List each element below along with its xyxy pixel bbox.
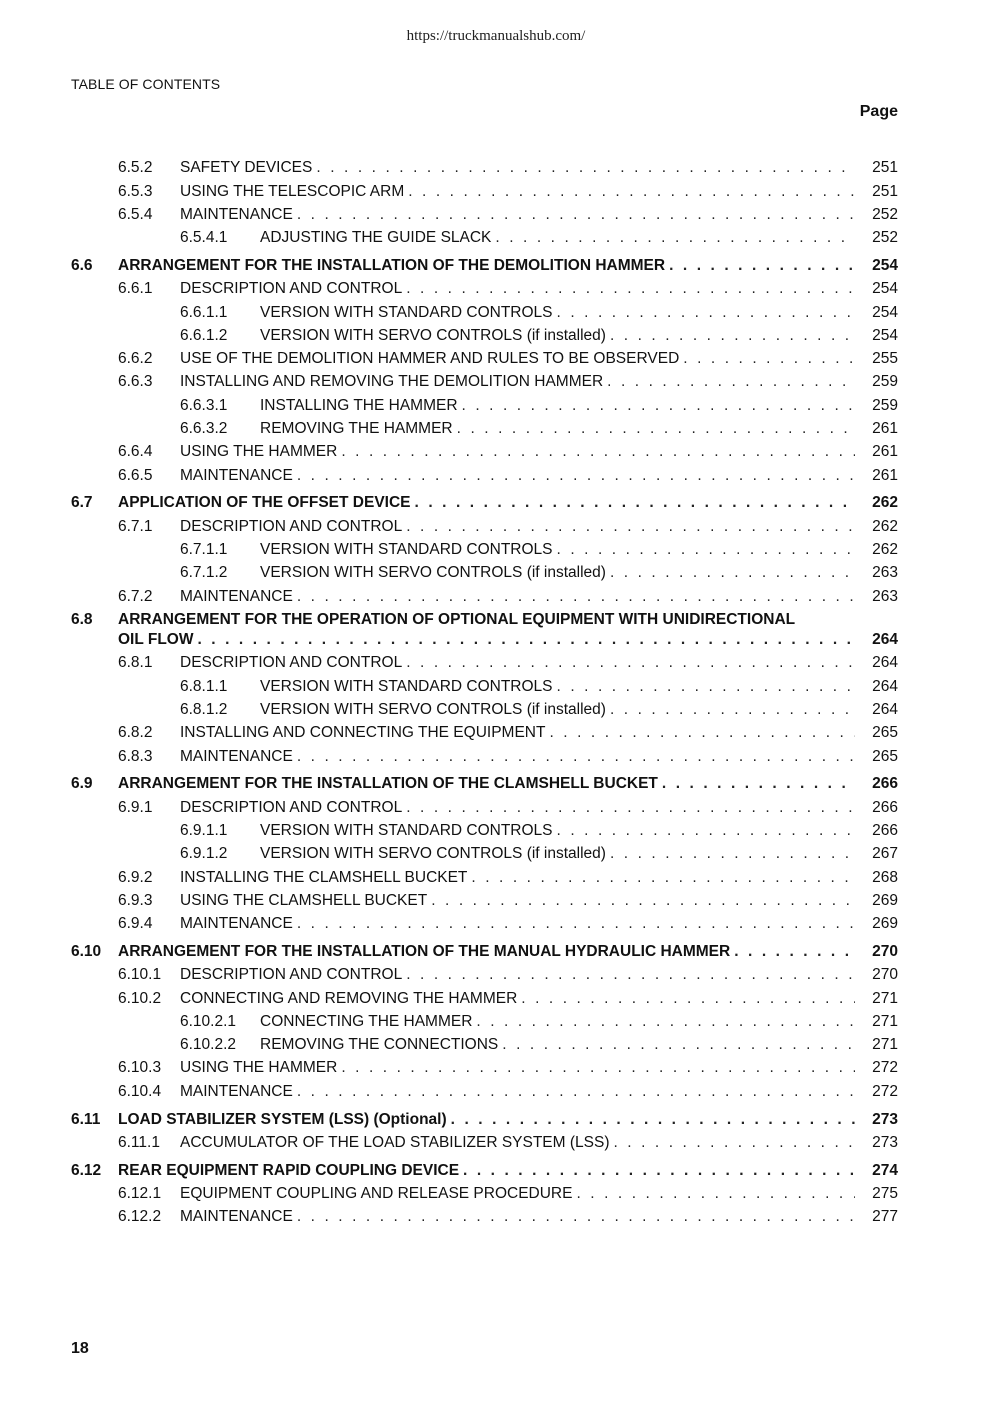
toc-entry-number: 6.7.1: [118, 517, 153, 535]
toc-entry-number: 6.6.3: [118, 373, 153, 391]
dot-leader: [431, 891, 855, 910]
toc-entry-page: 262: [872, 517, 898, 535]
toc-entry[interactable]: [71, 742, 898, 765]
toc-entry-number: 6.9.2: [118, 868, 153, 886]
toc-entry-title-continued: OIL FLOW: [118, 631, 194, 649]
toc-entry[interactable]: [71, 252, 898, 275]
toc-entry-title: ARRANGEMENT FOR THE INSTALLATION OF THE MANUAL HYDRAULIC HAMMER: [118, 943, 731, 960]
toc-entry[interactable]: [71, 154, 898, 177]
toc-entry-number: 6.10.2: [118, 989, 162, 1007]
dot-leader: [610, 563, 855, 582]
toc-entry[interactable]: [71, 438, 898, 461]
toc-entry[interactable]: [71, 938, 898, 961]
toc-entry-number: 6.9.4: [118, 915, 153, 933]
toc-entry-number: 6.9.1.1: [180, 822, 228, 840]
dot-leader: [297, 1082, 855, 1101]
dot-leader: [576, 1184, 855, 1203]
toc-entry-number: 6.10: [71, 943, 102, 960]
toc-entry-title: DESCRIPTION AND CONTROL: [180, 966, 403, 984]
toc-entry-title: VERSION WITH STANDARD CONTROLS: [260, 303, 553, 321]
dot-leader: [557, 540, 855, 559]
toc-entry-number: 6.12.2: [118, 1208, 162, 1226]
toc-entry-title: VERSION WITH STANDARD CONTROLS: [260, 541, 553, 559]
toc-entry-page: 264: [872, 677, 898, 695]
dot-leader: [502, 1035, 855, 1054]
dot-leader: [549, 723, 855, 742]
toc-entry-title: VERSION WITH STANDARD CONTROLS: [260, 822, 553, 840]
toc-entry-number: 6.9.1.2: [180, 845, 228, 863]
toc-entry-title: USING THE HAMMER: [180, 1059, 338, 1077]
toc-entry-title: USE OF THE DEMOLITION HAMMER AND RULES TO BE OBSERVED: [180, 350, 680, 368]
page-column-label: Page: [859, 103, 898, 120]
toc-entry-number: 6.8.1.2: [180, 701, 228, 719]
toc-entry-page: 266: [872, 798, 898, 816]
toc-entry-page: 254: [872, 280, 898, 298]
toc-entry-page: 262: [872, 541, 898, 559]
toc-entry-number: 6.8.3: [118, 747, 153, 765]
toc-entry-number: 6.6.5: [118, 466, 153, 484]
toc-entry-title: MAINTENANCE: [180, 747, 293, 765]
toc-entry[interactable]: [71, 224, 898, 247]
toc-entry-number: 6.6.1: [118, 280, 153, 298]
toc-entry[interactable]: [71, 536, 898, 559]
dot-leader: [297, 466, 855, 485]
toc-entry-number: 6.6: [71, 256, 93, 274]
toc-entry[interactable]: [71, 793, 898, 816]
toc-entry[interactable]: [71, 1077, 898, 1100]
toc-entry[interactable]: [71, 696, 898, 719]
dot-leader: [197, 630, 855, 649]
toc-entry[interactable]: [71, 415, 898, 438]
toc-entry-title: MAINTENANCE: [180, 587, 293, 605]
toc-entry-title: ACCUMULATOR OF THE LOAD STABILIZER SYSTEM (LSS): [180, 1133, 610, 1151]
toc-entry-title: MAINTENANCE: [180, 915, 293, 933]
toc-entry[interactable]: [71, 910, 898, 933]
toc-entry-page: 265: [872, 747, 898, 765]
toc-entry-number: 6.7.2: [118, 587, 153, 605]
toc-entry-page: 267: [872, 845, 898, 863]
toc-entry-title: DESCRIPTION AND CONTROL: [180, 798, 403, 816]
toc-entry-number: 6.6.4: [118, 443, 153, 461]
toc-entry-title: MAINTENANCE: [180, 1082, 293, 1100]
toc-entry-title: CONNECTING THE HAMMER: [260, 1012, 473, 1030]
toc-entry[interactable]: [71, 1129, 898, 1152]
toc-entry-title: ARRANGEMENT FOR THE OPERATION OF OPTIONAL EQUIPMENT WITH UNIDIRECTIONAL: [118, 611, 796, 629]
toc-entry-number: 6.7.1.2: [180, 564, 228, 582]
toc-entry[interactable]: [71, 177, 898, 200]
toc-entry-number: 6.5.3: [118, 182, 153, 200]
dot-leader: [610, 844, 855, 863]
dot-leader: [683, 349, 855, 368]
toc-entry-number: 6.10.1: [118, 966, 162, 984]
source-url: https://truckmanualshub.com/: [406, 28, 586, 44]
toc-entry-page: 271: [872, 1012, 898, 1030]
toc-entry-page: 263: [872, 564, 898, 582]
toc-entry-number: 6.5.2: [118, 159, 153, 177]
toc-entry-page: 277: [872, 1208, 898, 1226]
toc-entry[interactable]: [71, 275, 898, 298]
toc-entry-page: 265: [872, 724, 898, 742]
toc-entry-title: ADJUSTING THE GUIDE SLACK: [260, 229, 492, 247]
toc-entry-number: 6.7: [71, 494, 93, 512]
toc-entry-number: 6.12.1: [118, 1184, 162, 1202]
toc-entry-page: 272: [872, 1082, 898, 1100]
toc-entry[interactable]: [71, 719, 898, 742]
dot-leader: [610, 700, 855, 719]
toc-entry-title: INSTALLING THE HAMMER: [260, 396, 458, 414]
toc-entry-page: 266: [872, 775, 898, 793]
toc-entry-title: ARRANGEMENT FOR THE INSTALLATION OF THE DEMOLITION HAMMER: [118, 256, 666, 274]
dot-leader: [557, 821, 855, 840]
toc-entry-number: 6.8.1: [118, 654, 153, 672]
toc-entry-title: DESCRIPTION AND CONTROL: [180, 654, 403, 672]
toc-entry[interactable]: [71, 1203, 898, 1226]
dot-leader: [462, 396, 855, 415]
toc-entry-page: 264: [872, 701, 898, 719]
dot-leader: [607, 372, 855, 391]
toc-entry-page: 252: [872, 229, 898, 247]
toc-entry-title: REAR EQUIPMENT RAPID COUPLING DEVICE: [118, 1161, 460, 1179]
toc-entry-number: 6.5.4: [118, 205, 153, 223]
toc-entry-page: 271: [872, 1036, 898, 1054]
toc-entry[interactable]: [71, 649, 898, 672]
toc-entry-title: REMOVING THE HAMMER: [260, 420, 453, 438]
toc-entry-page: 271: [872, 989, 898, 1007]
dot-leader: [406, 798, 855, 817]
toc-entry-page: 252: [872, 205, 898, 223]
toc-entry-page: 270: [872, 966, 898, 984]
toc-entry-number: 6.6.2: [118, 350, 153, 368]
toc-entry-number: 6.7.1.1: [180, 541, 228, 559]
dot-leader: [662, 774, 855, 793]
toc-entry-page: 261: [872, 420, 898, 438]
toc-entry-page: 251: [872, 182, 898, 200]
toc-entry[interactable]: [71, 1031, 898, 1054]
toc-entry[interactable]: [71, 961, 898, 984]
toc-entry-page: 269: [872, 915, 898, 933]
toc-entry[interactable]: [71, 322, 898, 345]
toc-entry-title: DESCRIPTION AND CONTROL: [180, 280, 403, 298]
toc-entry[interactable]: [71, 610, 898, 649]
toc-entry-page: 264: [872, 654, 898, 672]
dot-leader: [406, 653, 855, 672]
toc-entry[interactable]: [71, 489, 898, 512]
toc-entry-page: 259: [872, 373, 898, 391]
dot-leader: [341, 1058, 855, 1077]
toc-entry[interactable]: [71, 345, 898, 368]
toc-entry-page: 268: [872, 868, 898, 886]
toc-entry-title: MAINTENANCE: [180, 466, 293, 484]
page-number: 18: [71, 1340, 89, 1357]
dot-leader: [734, 942, 855, 961]
dot-leader: [297, 1207, 855, 1226]
toc-entry-title: LOAD STABILIZER SYSTEM (LSS) (Optional): [118, 1110, 447, 1128]
toc-entry-title: USING THE CLAMSHELL BUCKET: [180, 891, 428, 909]
toc-entry[interactable]: [71, 582, 898, 605]
dot-leader: [297, 747, 855, 766]
toc-entry-page: 262: [872, 494, 898, 512]
toc-entry[interactable]: [71, 461, 898, 484]
toc-entry-page: 269: [872, 891, 898, 909]
dot-leader: [297, 587, 855, 606]
toc-entry-title: USING THE TELESCOPIC ARM: [180, 182, 405, 200]
dot-leader: [463, 1161, 855, 1180]
toc-entry-page: 261: [872, 466, 898, 484]
toc-entry[interactable]: [71, 391, 898, 414]
toc-entry-number: 6.6.3.2: [180, 420, 228, 438]
toc-entry[interactable]: [71, 817, 898, 840]
toc-entry[interactable]: [71, 887, 898, 910]
toc-entry-number: 6.6.3.1: [180, 396, 228, 414]
toc-entry-title: INSTALLING AND CONNECTING THE EQUIPMENT: [180, 724, 546, 742]
toc-entry-page: 251: [872, 159, 898, 177]
toc-entry[interactable]: [71, 559, 898, 582]
toc-entry[interactable]: [71, 298, 898, 321]
toc-entry-page: 261: [872, 443, 898, 461]
toc-entry-number: 6.5.4.1: [180, 229, 228, 247]
toc-entry-page: 273: [872, 1133, 898, 1151]
toc-entry-page: 264: [872, 631, 898, 649]
toc-entry-number: 6.10.2.2: [180, 1036, 237, 1054]
dot-leader: [557, 677, 855, 696]
toc-entry-number: 6.9: [71, 775, 93, 793]
dot-leader: [297, 914, 855, 933]
toc-entry[interactable]: [71, 1008, 898, 1031]
toc-entry[interactable]: [71, 863, 898, 886]
dot-leader: [406, 517, 855, 536]
toc-entry-page: 275: [872, 1184, 898, 1202]
toc-entry[interactable]: [71, 512, 898, 535]
toc-entry-title: MAINTENANCE: [180, 205, 293, 223]
toc-entry[interactable]: [71, 770, 898, 793]
toc-entry-number: 6.8: [71, 611, 93, 629]
toc-entry-title: REMOVING THE CONNECTIONS: [260, 1036, 499, 1054]
toc-entry-number: 6.8.2: [118, 724, 153, 742]
toc-entry-title: EQUIPMENT COUPLING AND RELEASE PROCEDURE: [180, 1184, 573, 1202]
dot-leader: [457, 419, 855, 438]
dot-leader: [471, 868, 855, 887]
toc-entry-title: VERSION WITH SERVO CONTROLS (if installed): [260, 845, 606, 863]
toc-entry-number: 6.11: [71, 1110, 101, 1128]
toc-entry-page: 259: [872, 396, 898, 414]
dot-leader: [669, 256, 855, 275]
dot-leader: [613, 1133, 855, 1152]
toc-entry-title: APPLICATION OF THE OFFSET DEVICE: [118, 494, 411, 512]
toc-entry-page: 263: [872, 587, 898, 605]
toc-entry-number: 6.10.4: [118, 1082, 162, 1100]
toc-entry-page: 255: [872, 350, 898, 368]
toc-entry-page: 266: [872, 822, 898, 840]
dot-leader: [476, 1012, 855, 1031]
toc-entry-title: VERSION WITH SERVO CONTROLS (if installed): [260, 326, 606, 344]
toc-entry[interactable]: [71, 984, 898, 1007]
toc-entry-title: INSTALLING AND REMOVING THE DEMOLITION HAMMER: [180, 373, 604, 391]
toc-entry-page: 270: [872, 943, 898, 960]
toc-entry-number: 6.6.1.2: [180, 326, 228, 344]
toc-entry-page: 272: [872, 1059, 898, 1077]
toc-entry[interactable]: [71, 1054, 898, 1077]
toc-entry-title: VERSION WITH SERVO CONTROLS (if installed): [260, 701, 606, 719]
toc-entry-title: ARRANGEMENT FOR THE INSTALLATION OF THE CLAMSHELL BUCKET: [118, 775, 658, 793]
toc-entry-number: 6.8.1.1: [180, 677, 228, 695]
toc-entry-page: 254: [872, 256, 898, 274]
toc-entry[interactable]: [71, 840, 898, 863]
toc-entry-title: USING THE HAMMER: [180, 443, 338, 461]
dot-leader: [408, 182, 855, 201]
toc-entry-title: DESCRIPTION AND CONTROL: [180, 517, 403, 535]
dot-leader: [451, 1110, 855, 1129]
toc-entry-title: SAFETY DEVICES: [180, 159, 313, 177]
page-section-title: TABLE OF CONTENTS: [71, 76, 221, 92]
toc-entry[interactable]: [71, 368, 898, 391]
toc-entry-title: VERSION WITH SERVO CONTROLS (if installed): [260, 564, 606, 582]
toc-entry[interactable]: [71, 1105, 898, 1128]
toc-entry[interactable]: [71, 672, 898, 695]
toc-entry[interactable]: [71, 1180, 898, 1203]
dot-leader: [610, 326, 855, 345]
toc-entry-number: 6.11.1: [118, 1133, 160, 1151]
dot-leader: [521, 989, 855, 1008]
toc-entry-page: 274: [872, 1161, 898, 1179]
toc-entry[interactable]: [71, 201, 898, 224]
toc-entry-number: 6.9.3: [118, 891, 153, 909]
toc-entry-number: 6.9.1: [118, 798, 153, 816]
dot-leader: [316, 158, 855, 177]
toc-entry-title: CONNECTING AND REMOVING THE HAMMER: [180, 989, 518, 1007]
dot-leader: [406, 279, 855, 298]
toc-entry-page: 273: [872, 1110, 898, 1128]
toc-entry-page: 254: [872, 303, 898, 321]
dot-leader: [557, 303, 855, 322]
dot-leader: [297, 205, 855, 224]
toc-entry-number: 6.6.1.1: [180, 303, 228, 321]
table-of-contents: [71, 154, 898, 1226]
toc-entry-title: VERSION WITH STANDARD CONTROLS: [260, 677, 553, 695]
toc-entry[interactable]: [71, 1156, 898, 1179]
toc-entry-title: INSTALLING THE CLAMSHELL BUCKET: [180, 868, 468, 886]
dot-leader: [406, 965, 855, 984]
dot-leader: [415, 493, 855, 512]
toc-entry-number: 6.10.3: [118, 1059, 162, 1077]
toc-entry-number: 6.12: [71, 1161, 102, 1179]
toc-entry-number: 6.10.2.1: [180, 1012, 237, 1030]
dot-leader: [341, 442, 855, 461]
dot-leader: [495, 228, 855, 247]
toc-entry-title: MAINTENANCE: [180, 1208, 293, 1226]
toc-entry-page: 254: [872, 326, 898, 344]
